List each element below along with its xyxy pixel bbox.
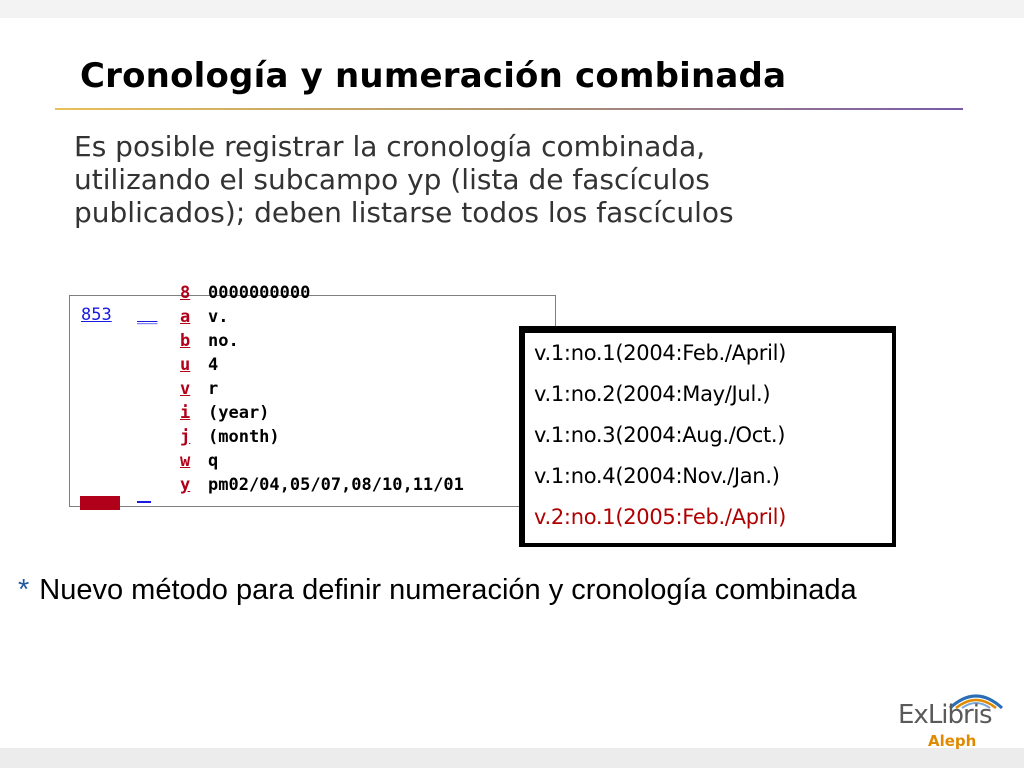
marc-subfield-row <box>180 473 464 497</box>
issue-list-box <box>519 326 896 547</box>
logo-product: Aleph <box>928 732 977 750</box>
marc-subfield-list <box>180 281 464 497</box>
marc-subfield-row <box>180 377 464 401</box>
marc-subfield-row <box>180 329 464 353</box>
marc-subfield-row <box>180 305 464 329</box>
subfield-value: (year) <box>208 403 270 423</box>
subfield-value: v. <box>208 307 229 327</box>
subfield-value: 4 <box>208 355 219 375</box>
subfield-value: (month) <box>208 427 280 447</box>
exlibris-logo <box>898 690 1008 748</box>
issue-item-highlighted: v.2:no.1(2005:Feb./April) <box>534 505 787 529</box>
note-text: Nuevo método para definir numeración y cronología combinada <box>39 574 857 606</box>
issue-list-inner <box>525 333 892 543</box>
subfield-code-link[interactable]: a <box>180 307 191 327</box>
subfield-code-link[interactable]: b <box>180 331 191 351</box>
marc-field-panel <box>69 283 556 507</box>
subfield-code-link[interactable]: j <box>180 427 191 447</box>
next-tag-fragment <box>80 496 120 510</box>
subfield-value: r <box>208 379 219 399</box>
subfield-code-link[interactable]: u <box>180 355 191 375</box>
logo-wordmark: ExLibris <box>898 700 992 730</box>
subfield-value: q <box>208 451 219 471</box>
marc-tag-link[interactable]: 853 <box>81 305 112 325</box>
subfield-code-link[interactable]: y <box>180 475 191 495</box>
subfield-code-link[interactable]: v <box>180 379 191 399</box>
issue-item: v.1:no.3(2004:Aug./Oct.) <box>534 423 786 447</box>
subfield-value: pm02/04,05/07,08/10,11/01 <box>208 475 464 495</box>
marc-subfield-row <box>180 353 464 377</box>
subfield-value: 0000000000 <box>208 283 311 303</box>
marc-indicators-link[interactable]: __ <box>137 305 158 325</box>
note-bullet: * <box>18 574 30 606</box>
subfield-code-link[interactable]: 8 <box>180 283 191 303</box>
body-line: Es posible registrar la cronología combinada, <box>74 130 706 163</box>
body-line: utilizando el subcampo yp (lista de fascículos <box>74 163 710 196</box>
slide-title: Cronología y numeración combinada <box>80 56 787 96</box>
marc-subfield-row <box>180 401 464 425</box>
marc-subfield-row <box>180 425 464 449</box>
next-indicator-fragment <box>137 501 151 503</box>
issue-item: v.1:no.4(2004:Nov./Jan.) <box>534 464 780 488</box>
slide-note <box>18 574 857 607</box>
marc-subfield-row <box>180 281 464 305</box>
subfield-code-link[interactable]: i <box>180 403 191 423</box>
marc-subfield-row <box>180 449 464 473</box>
subfield-value: no. <box>208 331 239 351</box>
subfield-code-link[interactable]: w <box>180 451 191 471</box>
slide-bottom-band <box>0 748 1024 768</box>
title-divider <box>55 108 963 110</box>
body-line: publicados); deben listarse todos los fascículos <box>74 196 734 229</box>
slide-body-text <box>74 130 954 229</box>
issue-item: v.1:no.1(2004:Feb./April) <box>534 341 787 365</box>
issue-item: v.1:no.2(2004:May/Jul.) <box>534 382 771 406</box>
